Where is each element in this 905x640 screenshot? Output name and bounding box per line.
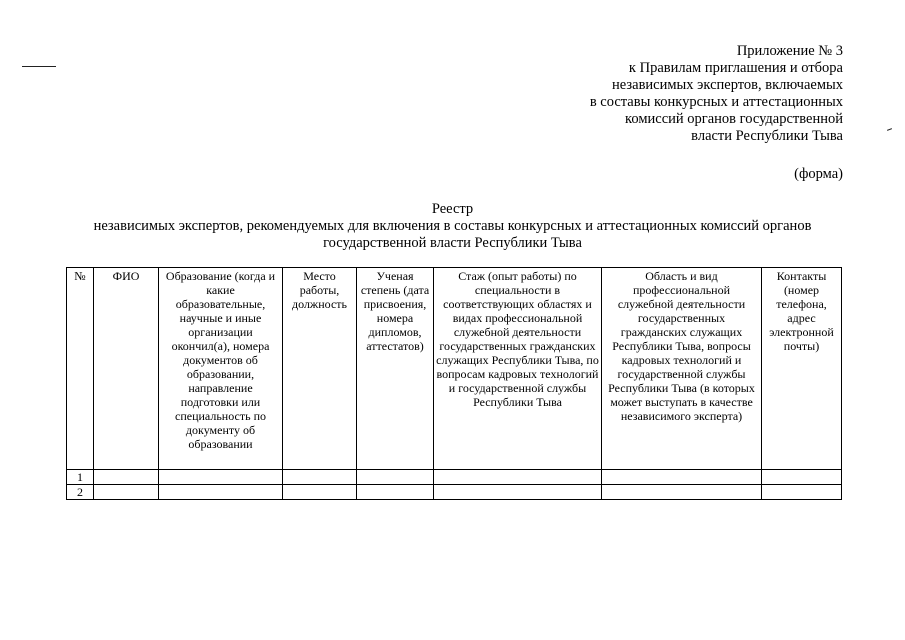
- title-main: Реестр: [431, 201, 474, 217]
- table-cell: [602, 485, 762, 500]
- table-cell: 2: [67, 485, 94, 500]
- header-cell-experience: Стаж (опыт работы) по специальности в соответствующих областях и видах профессиональной служебной деятельности государственных гражданских служащих Республики Тыва, по вопросам кадровых технологий и государственной службы Республики Тыва: [434, 268, 602, 470]
- table-cell: [762, 470, 842, 485]
- title-line: государственной власти Республики Тыва: [323, 235, 582, 251]
- document-title: [0, 201, 905, 252]
- annex-line: власти Республики Тыва: [691, 128, 843, 144]
- title-line: независимых экспертов, рекомендуемых для включения в составы конкурсных и аттестационных комиссий органов: [93, 218, 812, 234]
- header-cell-number: №: [67, 268, 94, 470]
- table-cell: [357, 485, 434, 500]
- header-cell-contacts: Контакты (номер телефона, адрес электронной почты): [762, 268, 842, 470]
- annex-line: в составы конкурсных и аттестационных: [589, 94, 843, 110]
- table-cell: [602, 470, 762, 485]
- header-cell-name: ФИО: [94, 268, 159, 470]
- table-row: [67, 470, 842, 485]
- annex-line: к Правилам приглашения и отбора: [628, 60, 843, 76]
- header-cell-education: Образование (когда и какие образовательные, научные и иные организации окончил(а), номера документов об образовании, направление подготовки или специальность по документу об образовании: [159, 268, 283, 470]
- table-cell: 1: [67, 470, 94, 485]
- table-cell: [159, 470, 283, 485]
- table-cell: [283, 470, 357, 485]
- table-cell: [434, 485, 602, 500]
- form-label: (форма): [794, 166, 843, 182]
- annex-line: комиссий органов государственной: [625, 111, 843, 127]
- table-cell: [94, 485, 159, 500]
- annex-line: независимых экспертов, включаемых: [612, 77, 843, 93]
- header-cell-expertise-area: Область и вид профессиональной служебной деятельности государственных гражданских служащих Республики Тыва, вопросы кадровых технологий и государственной службы Республики Тыва (в которых может выступать в качестве независимого эксперта): [602, 268, 762, 470]
- table-cell: [434, 470, 602, 485]
- table-row: [67, 485, 842, 500]
- registry-table: [66, 267, 842, 500]
- table-cell: [159, 485, 283, 500]
- header-cell-degree: Ученая степень (дата присвоения, номера дипломов, аттестатов): [357, 268, 434, 470]
- scan-mark: [22, 66, 56, 67]
- annex-line: Приложение № 3: [736, 43, 843, 59]
- scan-mark: [887, 128, 892, 131]
- table-cell: [762, 485, 842, 500]
- annex-header: [590, 43, 843, 145]
- header-cell-workplace: Место работы, должность: [283, 268, 357, 470]
- header-row: [67, 268, 842, 470]
- table-cell: [283, 485, 357, 500]
- table-cell: [357, 470, 434, 485]
- table-cell: [94, 470, 159, 485]
